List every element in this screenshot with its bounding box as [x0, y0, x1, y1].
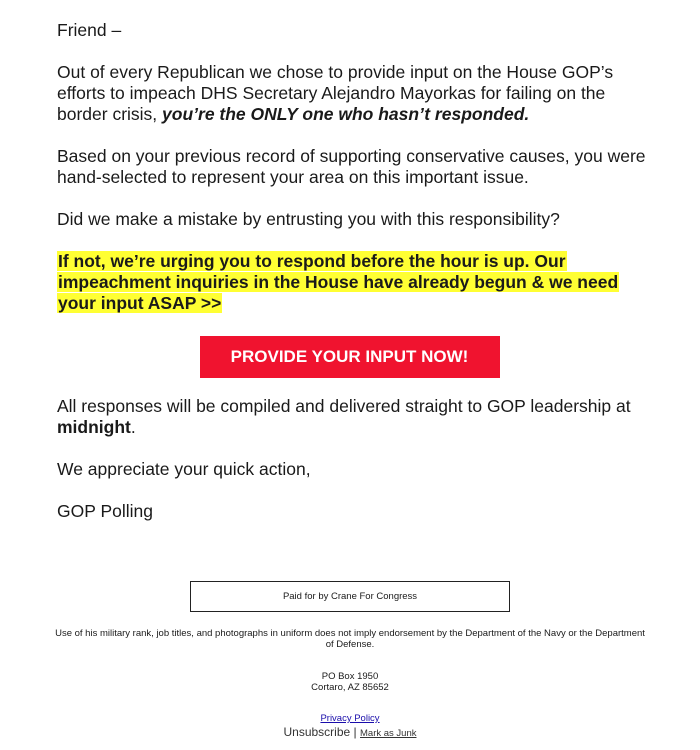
greeting: Friend – [57, 20, 122, 40]
mark-as-junk-link[interactable]: Mark as Junk [360, 728, 417, 739]
paid-for-box [190, 581, 510, 612]
paragraph-responses-text: All responses will be compiled and delivered straight to GOP leadership at [57, 396, 631, 416]
privacy-policy-link[interactable]: Privacy Policy [320, 713, 380, 724]
email-footer [0, 581, 700, 741]
email-body [57, 20, 647, 522]
paragraph-record: Based on your previous record of supporting conservative causes, you were hand-selected to represent your area on this important issue. [57, 146, 646, 187]
paragraph-impeach-input [57, 62, 647, 125]
paragraph-responses [57, 396, 647, 438]
link-separator: | [353, 725, 357, 739]
address-line-1: PO Box 1950 [321, 671, 379, 682]
military-disclaimer: Use of his military rank, job titles, and photographs in uniform does not imply endorsement by the Department of the Navy or the Department of Defense. [55, 628, 645, 650]
signature: GOP Polling [57, 501, 153, 521]
paid-for-text: Paid for by Crane For Congress [282, 591, 418, 602]
mailing-address [0, 671, 700, 693]
unsubscribe-link[interactable]: Unsubscribe [283, 725, 351, 739]
provide-input-button[interactable]: PROVIDE YOUR INPUT NOW! [200, 336, 500, 378]
urgent-highlight-text[interactable]: If not, we’re urging you to respond before the hour is up. Our impeachment inquiries in the House have already begun & we need your input ASAP >> [58, 251, 619, 313]
paragraph-impeach-text: Out of every Republican we chose to provide input on the House GOP’s efforts to impeach DHS Secretary Alejandro Mayorkas for failing on the border crisis, [57, 62, 614, 124]
closing-line: We appreciate your quick action, [57, 459, 311, 479]
midnight-bold: midnight [57, 417, 131, 437]
urgent-highlight-paragraph[interactable] [57, 251, 647, 314]
address-line-2: Cortaro, AZ 85652 [311, 682, 389, 693]
footer-links [0, 713, 700, 724]
cta-container [57, 336, 642, 378]
paragraph-responses-end: . [130, 417, 136, 437]
paragraph-impeach-emphasis: you’re the ONLY one who hasn’t responded. [162, 104, 530, 124]
paragraph-mistake-question: Did we make a mistake by entrusting you with this responsibility? [57, 209, 560, 229]
unsubscribe-line [0, 725, 700, 741]
